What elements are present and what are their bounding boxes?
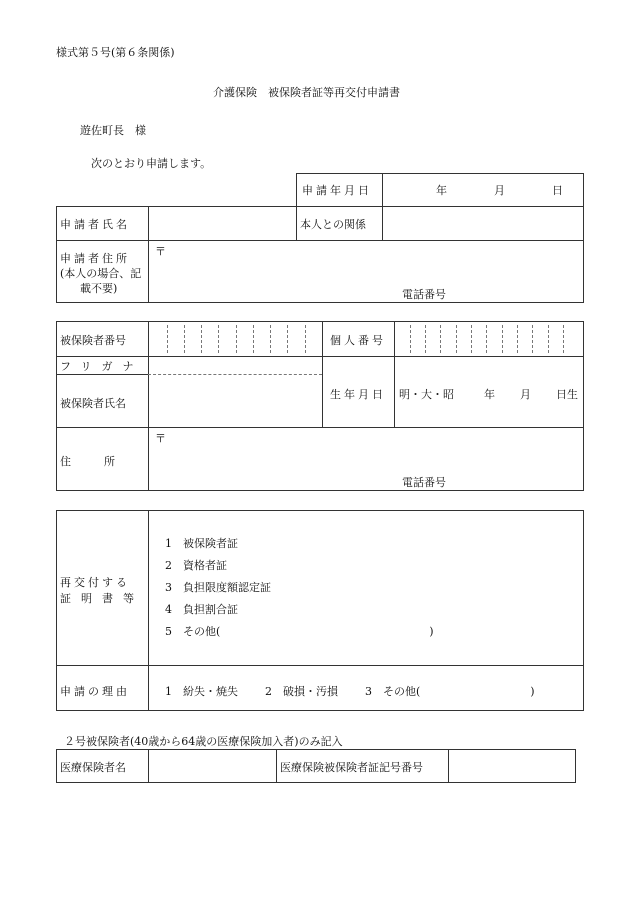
applicant-name-label: 申請者氏名: [60, 218, 130, 231]
relation-label: 本人との関係: [300, 218, 366, 231]
applicant-address-label: 申請者住所: [60, 252, 130, 265]
era-options: 明・大・昭: [399, 388, 454, 401]
date-label: 申請年月日: [302, 184, 372, 197]
reissue-label-2: 証明書等: [60, 592, 144, 605]
reissue-option-text: 被保険者証: [183, 537, 238, 550]
insured-address-field[interactable]: [168, 429, 580, 471]
date-year-unit: 年: [436, 184, 447, 197]
insured-address-label: 住 所: [60, 455, 115, 468]
reason-option[interactable]: [265, 683, 338, 699]
reissue-table: [56, 510, 584, 711]
insured-name-field[interactable]: [150, 376, 320, 425]
reissue-option-num: 5: [165, 625, 172, 638]
reason-option[interactable]: [165, 683, 238, 699]
applicant-name-field[interactable]: [150, 208, 294, 238]
footer-note: ２号被保険者(40歳から64歳の医療保険加入者)のみ記入: [64, 735, 343, 748]
reason-option-text: 紛失・焼失: [183, 685, 238, 698]
reissue-option-text: その他( ): [183, 625, 434, 638]
personal-number-label: 個人番号: [330, 334, 386, 347]
birth-day-unit: 日生: [556, 388, 578, 401]
birth-year-unit: 年: [484, 388, 495, 401]
medical-insurer-label: 医療保険者名: [60, 761, 126, 774]
date-day-unit: 日: [552, 184, 563, 197]
postal-mark-icon: 〒: [155, 432, 166, 445]
birth-date-field[interactable]: [396, 358, 582, 425]
reason-option-text: 破損・汚損: [283, 685, 338, 698]
personal-number-field[interactable]: [396, 323, 582, 354]
insured-phone-label: 電話番号: [402, 476, 446, 489]
insured-number-field[interactable]: [150, 323, 320, 354]
reissue-option-text: 負担割合証: [183, 603, 238, 616]
medical-insurer-field[interactable]: [150, 751, 274, 781]
medical-number-field[interactable]: [450, 751, 574, 781]
reason-option-num: 2: [265, 685, 272, 698]
addressee: 遊佐町長 様: [80, 124, 146, 137]
reissue-label: 再交付する: [60, 576, 130, 589]
reissue-option-num: 2: [165, 559, 172, 572]
applicant-address-note: (本人の場合、記: [60, 267, 142, 280]
form-number: 様式第５号(第６条関係): [56, 46, 175, 59]
postal-mark-icon: 〒: [155, 245, 166, 258]
furigana-field[interactable]: [150, 357, 320, 373]
reissue-option[interactable]: [165, 623, 434, 639]
insured-name-label: 被保険者氏名: [60, 397, 126, 410]
date-month-unit: 月: [494, 184, 505, 197]
reason-label: 申請の理由: [60, 685, 130, 698]
reissue-option-num: 4: [165, 603, 172, 616]
reason-option-text: その他( ): [383, 685, 535, 698]
reason-option[interactable]: [365, 683, 535, 699]
reissue-option-num: 3: [165, 581, 172, 594]
applicant-address-note-2: 載不要): [80, 282, 118, 295]
reissue-option-text: 負担限度額認定証: [183, 581, 271, 594]
applicant-phone-label: 電話番号: [402, 288, 446, 301]
intro-text: 次のとおり申請します。: [91, 157, 212, 170]
reissue-option[interactable]: [165, 579, 271, 595]
reissue-option[interactable]: [165, 535, 238, 551]
birth-month-unit: 月: [520, 388, 531, 401]
birth-date-label: 生年月日: [330, 388, 386, 401]
application-date-field[interactable]: [384, 174, 582, 206]
reissue-option-num: 1: [165, 537, 172, 550]
medical-number-label: 医療保険被保険者証記号番号: [280, 761, 423, 774]
furigana-label: フリガナ: [60, 360, 144, 373]
reissue-option-text: 資格者証: [183, 559, 227, 572]
reissue-option[interactable]: [165, 557, 227, 573]
applicant-address-field[interactable]: [168, 242, 580, 282]
reason-option-num: 1: [165, 685, 172, 698]
insured-number-label: 被保険者番号: [60, 334, 126, 347]
reissue-option[interactable]: [165, 601, 238, 617]
reason-option-num: 3: [365, 685, 372, 698]
relation-field[interactable]: [384, 208, 582, 238]
page-title: 介護保険 被保険者証等再交付申請書: [213, 86, 400, 99]
